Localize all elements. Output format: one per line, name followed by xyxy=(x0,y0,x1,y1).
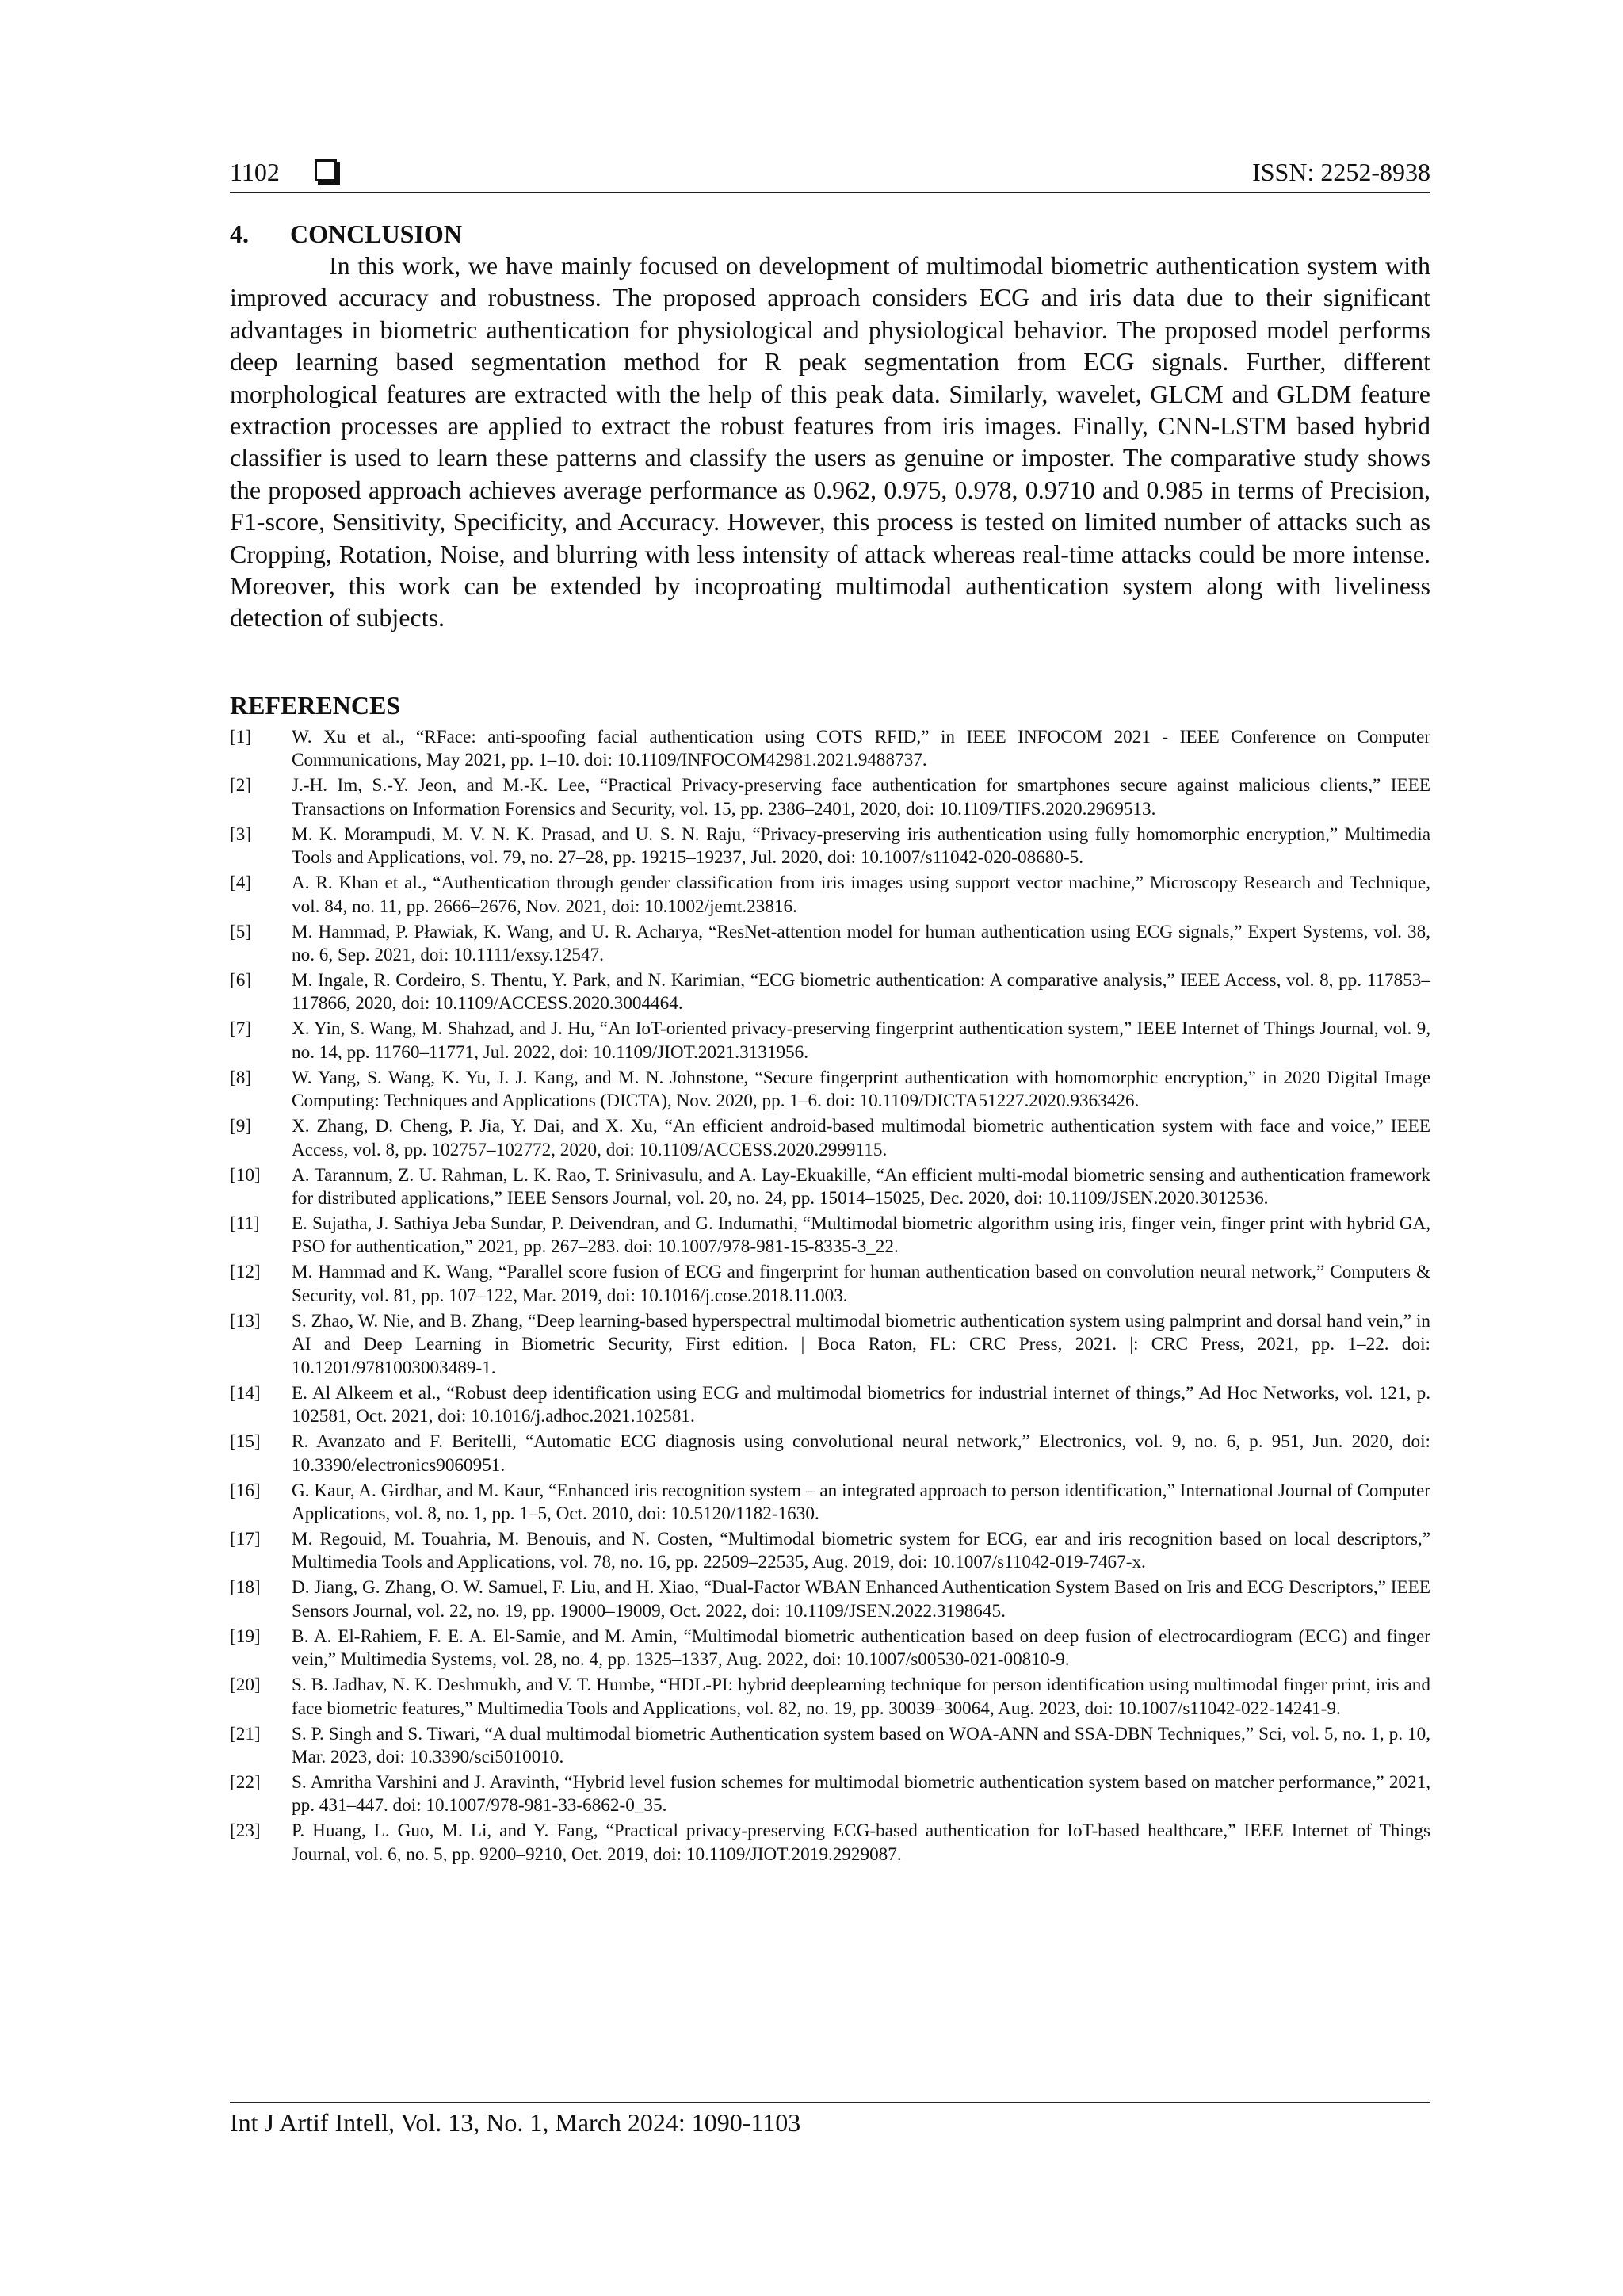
page-header xyxy=(230,152,1430,193)
section-title: CONCLUSION xyxy=(290,220,462,248)
reference-item xyxy=(230,1626,1430,1672)
reference-text: S. B. Jadhav, N. K. Deshmukh, and V. T. Humbe, “HDL-PI: hybrid deeplearning technique for person identification using multimodal finger print, iris and face biometric features,” Multimedia Tools and Applications, vol. 82, no. 19, pp. 30039–30064, Aug. 2023, doi: 10.1007/s11042-022-14241-9. xyxy=(292,1675,1430,1719)
reference-text: E. Sujatha, J. Sathiya Jeba Sundar, P. Deivendran, and G. Indumathi, “Multimodal biometric algorithm using iris, finger vein, finger print with hybrid GA, PSO for authentication,” 2021, pp. 267–283. doi: 10.1007/978-981-15-8335-3_22. xyxy=(292,1213,1430,1258)
reference-number: [5] xyxy=(230,921,252,942)
reference-item xyxy=(230,1576,1430,1623)
section-heading xyxy=(230,218,1430,250)
reference-number: [22] xyxy=(230,1771,261,1793)
reference-item xyxy=(230,1018,1430,1064)
reference-item xyxy=(230,1067,1430,1114)
reference-number: [3] xyxy=(230,823,252,845)
reference-item xyxy=(230,921,1430,968)
page-footer xyxy=(230,2102,1430,2137)
reference-text: M. K. Morampudi, M. V. N. K. Prasad, and U. S. N. Raju, “Privacy-preserving iris authentication using fully homomorphic encryption,” Multimedia Tools and Applications, vol. 79, no. 27–28, pp. 19215–19237, Jul. 2020, doi: 10.1007/s11042-020-08680-5. xyxy=(292,823,1430,869)
reference-item xyxy=(230,1674,1430,1721)
reference-item xyxy=(230,726,1430,773)
reference-number: [21] xyxy=(230,1723,261,1744)
reference-number: [13] xyxy=(230,1310,261,1331)
reference-item xyxy=(230,774,1430,821)
reference-text: D. Jiang, G. Zhang, O. W. Samuel, F. Liu, and H. Xiao, “Dual-Factor WBAN Enhanced Authentication System Based on Iris and ECG Descriptors,” IEEE Sensors Journal, vol. 22, no. 19, pp. 19000–19009, Oct. 2022, doi: 10.1109/JSEN.2022.3198645. xyxy=(292,1577,1430,1622)
reference-text: R. Avanzato and F. Beritelli, “Automatic ECG diagnosis using convolutional neural network,” Electronics, vol. 9, no. 6, p. 951, Jun. 2020, doi: 10.3390/electronics9060951. xyxy=(292,1431,1430,1476)
reference-item xyxy=(230,1820,1430,1866)
reference-number: [14] xyxy=(230,1382,261,1404)
reference-number: [18] xyxy=(230,1577,261,1599)
reference-number: [8] xyxy=(230,1067,252,1088)
reference-item xyxy=(230,1771,1430,1818)
reference-number: [16] xyxy=(230,1480,261,1501)
checkbox-square-icon xyxy=(315,159,337,181)
reference-item xyxy=(230,1528,1430,1575)
reference-number: [9] xyxy=(230,1116,252,1137)
reference-number: [6] xyxy=(230,970,252,991)
reference-text: A. Tarannum, Z. U. Rahman, L. K. Rao, T. Srinivasulu, and A. Lay-Ekuakille, “An efficient multi-modal biometric sensing and authentication framework for distributed applications,” IEEE Sensors Journal, vol. 20, no. 24, pp. 15014–15025, Dec. 2020, doi: 10.1109/JSEN.2020.3012536. xyxy=(292,1164,1430,1209)
reference-number: [7] xyxy=(230,1018,252,1040)
reference-text: W. Xu et al., “RFace: anti-spoofing facial authentication using COTS RFID,” in IEEE INFOCOM 2021 - IEEE Conference on Computer Communications, May 2021, pp. 1–10. doi: 10.1109/INFOCOM42981.2021.9488737. xyxy=(292,727,1430,771)
reference-list xyxy=(230,726,1430,1866)
reference-item xyxy=(230,969,1430,1016)
reference-number: [2] xyxy=(230,775,252,797)
reference-item xyxy=(230,1261,1430,1308)
reference-number: [23] xyxy=(230,1820,261,1842)
reference-text: P. Huang, L. Guo, M. Li, and Y. Fang, “Practical privacy-preserving ECG-based authentication for IoT-based healthcare,” IEEE Internet of Things Journal, vol. 6, no. 5, pp. 9200–9210, Oct. 2019, doi: 10.1109/JIOT.2019.2929087. xyxy=(292,1820,1430,1865)
conclusion-section xyxy=(230,218,1430,634)
references-heading: REFERENCES xyxy=(230,691,401,720)
reference-item xyxy=(230,872,1430,919)
reference-item xyxy=(230,1382,1430,1429)
reference-text: S. Zhao, W. Nie, and B. Zhang, “Deep learning-based hyperspectral multimodal biometric authentication system using palmprint and dorsal hand vein,” in AI and Deep Learning in Biometric Security, First edition. | Boca Raton, FL: CRC Press, 2021. |: CRC Press, 2021, pp. 1–22. doi: 10.1201/9781003003489-1. xyxy=(292,1310,1430,1378)
reference-text: M. Regouid, M. Touahria, M. Benouis, and N. Costen, “Multimodal biometric system for ECG, ear and iris recognition based on local descriptors,” Multimedia Tools and Applications, vol. 78, no. 16, pp. 22509–22535, Aug. 2019, doi: 10.1007/s11042-019-7467-x. xyxy=(292,1528,1430,1573)
reference-text: A. R. Khan et al., “Authentication through gender classification from iris images using support vector machine,” Microscopy Research and Technique, vol. 84, no. 11, pp. 2666–2676, Nov. 2021, doi: 10.1002/jemt.23816. xyxy=(292,873,1430,917)
page-number: 1102 xyxy=(230,157,280,186)
reference-text: E. Al Alkeem et al., “Robust deep identification using ECG and multimodal biometrics for industrial internet of things,” Ad Hoc Networks, vol. 121, p. 102581, Oct. 2021, doi: 10.1016/j.adhoc.2021.102581. xyxy=(292,1382,1430,1427)
reference-item xyxy=(230,1115,1430,1162)
journal-citation: Int J Artif Intell, Vol. 13, No. 1, March 2024: 1090-1103 xyxy=(230,2108,801,2137)
reference-number: [12] xyxy=(230,1262,261,1283)
reference-number: [10] xyxy=(230,1164,261,1186)
issn-label: ISSN: 2252-8938 xyxy=(1252,157,1430,186)
reference-text: S. Amritha Varshini and J. Aravinth, “Hybrid level fusion schemes for multimodal biometric authentication system based on matcher performance,” 2021, pp. 431–447. doi: 10.1007/978-981-33-6862-0_35. xyxy=(292,1771,1430,1817)
reference-text: J.-H. Im, S.-Y. Jeon, and M.-K. Lee, “Practical Privacy-preserving face authentication for smartphones secure against malicious clients,” IEEE Transactions on Information Forensics and Security, vol. 15, pp. 2386–2401, 2020, doi: 10.1109/TIFS.2020.2969513. xyxy=(292,775,1430,819)
reference-text: S. P. Singh and S. Tiwari, “A dual multimodal biometric Authentication system based on WOA-ANN and SSA-DBN Techniques,” Sci, vol. 5, no. 1, p. 10, Mar. 2023, doi: 10.3390/sci5010010. xyxy=(292,1723,1430,1767)
reference-item xyxy=(230,823,1430,870)
reference-text: X. Zhang, D. Cheng, P. Jia, Y. Dai, and X. Xu, “An efficient android-based multimodal biometric authentication system with face and voice,” IEEE Access, vol. 8, pp. 102757–102772, 2020, doi: 10.1109/ACCESS.2020.2999115. xyxy=(292,1116,1430,1160)
conclusion-paragraph: In this work, we have mainly focused on development of multimodal biometric authentication system with improved accuracy and robustness. The proposed approach considers ECG and iris data due to their significant advantages in biometric authentication for physiological and physiological behavior. The proposed model performs deep learning based segmentation method for R peak segmentation from ECG signals. Further, different morphological features are extracted with the help of this peak data. Similarly, wavelet, GLCM and GLDM feature extraction processes are applied to extract the robust features from iris images. Finally, CNN-LSTM based hybrid classifier is used to learn these patterns and classify the users as genuine or imposter. The comparative study shows the proposed approach achieves average performance as 0.962, 0.975, 0.978, 0.9710 and 0.985 in terms of Precision, F1-score, Sensitivity, Specificity, and Accuracy. However, this process is tested on limited number of attacks such as Cropping, Rotation, Noise, and blurring with less intensity of attack whereas real-time attacks could be more intense. Moreover, this work can be extended by incoproating multimodal authentication system along with liveliness detection of subjects. xyxy=(230,251,1430,632)
reference-item xyxy=(230,1164,1430,1211)
reference-item xyxy=(230,1431,1430,1477)
reference-text: M. Hammad and K. Wang, “Parallel score fusion of ECG and fingerprint for human authentication based on convolution neural network,” Computers & Security, vol. 81, pp. 107–122, Mar. 2019, doi: 10.1016/j.cose.2018.11.003. xyxy=(292,1262,1430,1306)
section-number: 4. xyxy=(230,220,249,248)
reference-text: X. Yin, S. Wang, M. Shahzad, and J. Hu, “An IoT-oriented privacy-preserving fingerprint authentication system,” IEEE Internet of Things Journal, vol. 9, no. 14, pp. 11760–11771, Jul. 2022, doi: 10.1109/JIOT.2021.3131956. xyxy=(292,1018,1430,1063)
reference-number: [17] xyxy=(230,1528,261,1549)
reference-item xyxy=(230,1480,1430,1526)
reference-item xyxy=(230,1310,1430,1380)
reference-number: [19] xyxy=(230,1626,261,1647)
reference-item xyxy=(230,1723,1430,1770)
reference-number: [20] xyxy=(230,1675,261,1696)
reference-number: [15] xyxy=(230,1431,261,1453)
reference-text: B. A. El-Rahiem, F. E. A. El-Samie, and M. Amin, “Multimodal biometric authentication based on deep fusion of electrocardiogram (ECG) and finger vein,” Multimedia Systems, vol. 28, no. 4, pp. 1325–1337, Aug. 2022, doi: 10.1007/s00530-021-00810-9. xyxy=(292,1626,1430,1671)
reference-text: W. Yang, S. Wang, K. Yu, J. J. Kang, and M. N. Johnstone, “Secure fingerprint authentication with homomorphic encryption,” in 2020 Digital Image Computing: Techniques and Applications (DICTA), Nov. 2020, pp. 1–6. doi: 10.1109/DICTA51227.2020.9363426. xyxy=(292,1067,1430,1112)
reference-number: [11] xyxy=(230,1213,260,1235)
reference-text: M. Hammad, P. Pławiak, K. Wang, and U. R. Acharya, “ResNet-attention model for human authentication using ECG signals,” Expert Systems, vol. 38, no. 6, Sep. 2021, doi: 10.1111/exsy.12547. xyxy=(292,921,1430,966)
reference-number: [4] xyxy=(230,873,252,894)
references-section xyxy=(230,690,1430,1869)
header-left xyxy=(230,158,337,187)
reference-text: M. Ingale, R. Cordeiro, S. Thentu, Y. Park, and N. Karimian, “ECG biometric authentication: A comparative analysis,” IEEE Access, vol. 8, pp. 117853–117866, 2020, doi: 10.1109/ACCESS.2020.3004464. xyxy=(292,970,1430,1014)
reference-text: G. Kaur, A. Girdhar, and M. Kaur, “Enhanced iris recognition system – an integrated approach to person identification,” International Journal of Computer Applications, vol. 8, no. 1, pp. 1–5, Oct. 2010, doi: 10.5120/1182-1630. xyxy=(292,1480,1430,1524)
reference-item xyxy=(230,1213,1430,1259)
reference-number: [1] xyxy=(230,727,252,747)
